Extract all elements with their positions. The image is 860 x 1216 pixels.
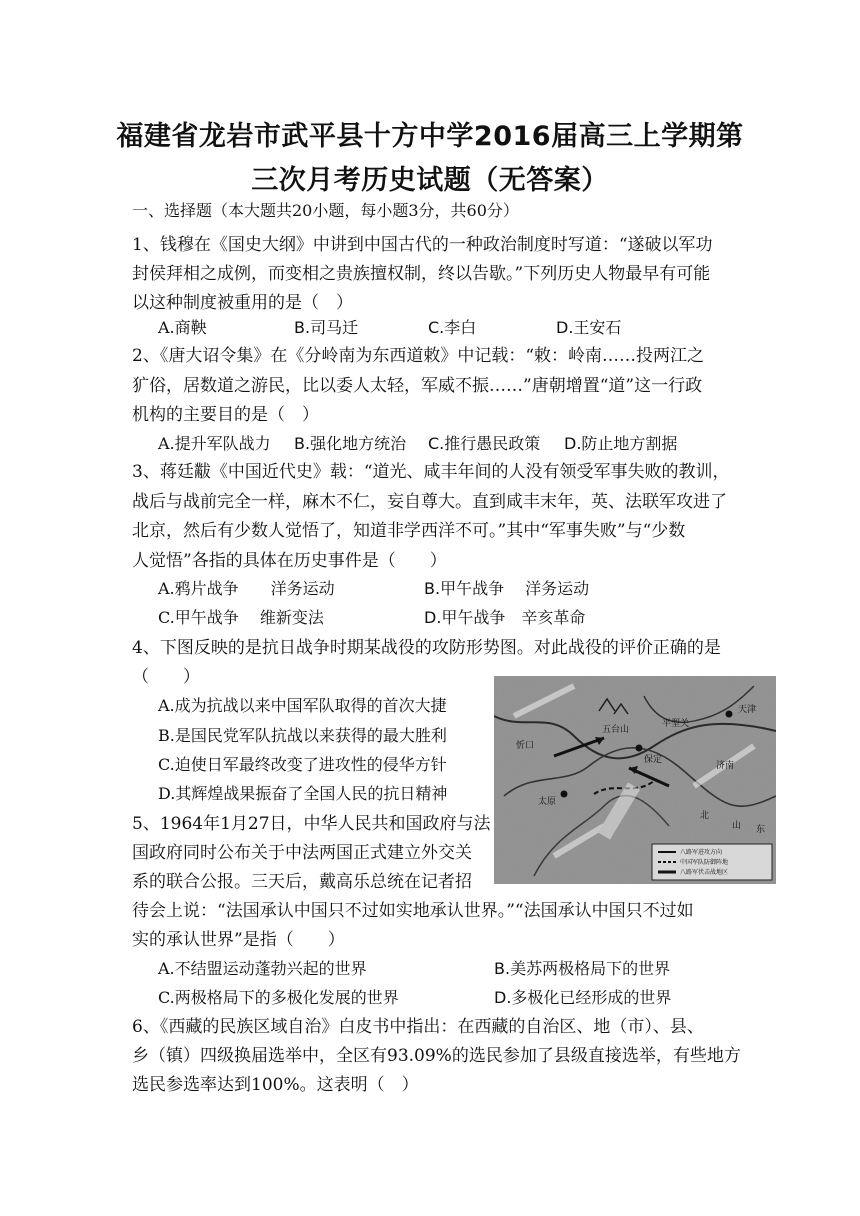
q4-option-d[interactable]: D.其辉煌战果振奋了全国人民的抗日精神 <box>158 784 448 803</box>
q5-line-4: 待会上说：“法国承认中国只不过如实地承认世界。”“法国承认中国只不过如 <box>132 901 694 921</box>
map-label: 忻口 <box>516 741 535 751</box>
legend-label: 中国军队防御阵地 <box>680 859 729 866</box>
q4-option-b[interactable]: B.是国民党军队抗战以来获得的最大胜利 <box>158 726 447 745</box>
map-label: 保定 <box>644 755 663 765</box>
q3-line-4: 人觉悟”各指的具体在历史事件是（ ） <box>132 551 447 571</box>
q4-line-2: （ ） <box>132 667 200 687</box>
map-label: 北 <box>700 811 710 821</box>
map-label: 五台山 <box>602 725 630 735</box>
q1-line-1: 1、钱穆在《国史大纲》中讲到中国古代的一种政治制度时写道：“遂破以军功 <box>132 235 713 255</box>
q3-option-a[interactable]: A.鸦片战争 洋务运动 <box>158 579 335 598</box>
q5-line-2: 国政府同时公布关于中法两国正式建立外交关 <box>132 843 472 863</box>
q5-line-5: 实的承认世界”是指（ ） <box>132 930 345 950</box>
q5-line-1: 5、1964年1月27日，中华人民共和国政府与法 <box>132 814 491 834</box>
q2-option-a[interactable]: A.提升军队战力 <box>158 434 271 453</box>
q3-option-b[interactable]: B.甲午战争 洋务运动 <box>424 579 590 598</box>
q2-line-2: 犷俗，居数道之游民，比以委人太轻，军威不振……”唐朝增置“道”这一行政 <box>132 376 703 396</box>
q2-line-3: 机构的主要目的是（ ） <box>132 405 319 425</box>
q2-option-b[interactable]: B.强化地方统治 <box>294 434 407 453</box>
q1-option-d[interactable]: D.王安石 <box>556 318 622 337</box>
map-label: 太原 <box>538 797 557 807</box>
map-label: 平型关 <box>662 719 690 729</box>
q5-option-d[interactable]: D.多极化已经形成的世界 <box>494 988 672 1007</box>
q6-line-3: 选民参选率达到100%。这表明（ ） <box>132 1075 419 1095</box>
q5-option-a[interactable]: A.不结盟运动蓬勃兴起的世界 <box>158 959 367 978</box>
q1-option-a[interactable]: A.商鞅 <box>158 318 207 337</box>
map-label: 东 <box>756 825 766 835</box>
q3-option-d[interactable]: D.甲午战争 辛亥革命 <box>424 608 586 627</box>
q4-option-a[interactable]: A.成为抗战以来中国军队取得的首次大捷 <box>158 696 447 715</box>
q5-option-b[interactable]: B.美苏两极格局下的世界 <box>494 959 671 978</box>
q2-line-1: 2、《唐大诏令集》在《分岭南为东西道敕》中记载：“敕：岭南……投两江之 <box>132 346 705 366</box>
legend-label: 八路军进攻方向 <box>680 849 723 856</box>
legend-label: 八路军伏击战地区 <box>680 869 729 876</box>
map-label: 天津 <box>738 705 757 715</box>
q1-line-2: 封侯拜相之成例，而变相之贵族擅权制，终以告歇。”下列历史人物最早有可能 <box>132 264 711 284</box>
q6-line-2: 乡（镇）四级换届选举中，全区有93.09%的选民参加了县级直接选举，有些地方 <box>132 1046 741 1066</box>
q5-line-3: 系的联合公报。三天后，戴高乐总统在记者招 <box>132 872 472 892</box>
page-title-line-2: 三次月考历史试题（无答案） <box>251 165 609 196</box>
section-heading: 一、选择题（本大题共20小题，每小题3分，共60分） <box>132 201 519 220</box>
page-title-line-1: 福建省龙岩市武平县十方中学2016届高三上学期第 <box>116 121 744 152</box>
q1-option-c[interactable]: C.李白 <box>428 318 477 337</box>
q2-option-d[interactable]: D.防止地方割据 <box>564 434 678 453</box>
q5-option-c[interactable]: C.两极格局下的多极化发展的世界 <box>158 988 399 1007</box>
q3-line-3: 北京，然后有少数人觉悟了，知道非学西洋不可。”其中“军事失败”与“少数 <box>132 521 686 541</box>
q2-option-c[interactable]: C.推行愚民政策 <box>428 434 541 453</box>
q3-line-1: 3、蒋廷黻《中国近代史》载：“道光、咸丰年间的人没有领受军事失败的教训， <box>132 462 730 482</box>
map-label: 山 <box>732 821 742 831</box>
q3-line-2: 战后与战前完全一样，麻木不仁，妄自尊大。直到咸丰末年，英、法联军攻进了 <box>132 492 727 512</box>
q3-option-c[interactable]: C.甲午战争 维新变法 <box>158 608 324 627</box>
q1-line-3: 以这种制度被重用的是（ ） <box>132 293 353 313</box>
q4-line-1: 4、下图反映的是抗日战争时期某战役的攻防形势图。对此战役的评价正确的是 <box>132 638 721 658</box>
city-marker <box>636 745 643 752</box>
map-label: 济南 <box>716 761 735 771</box>
q4-option-c[interactable]: C.迫使日军最终改变了进攻性的侵华方针 <box>158 755 447 774</box>
city-marker <box>561 791 568 798</box>
battle-map-figure <box>494 676 776 884</box>
q1-option-b[interactable]: B.司马迁 <box>294 318 359 337</box>
city-marker <box>726 711 733 718</box>
q6-line-1: 6、《西藏的民族区域自治》白皮书中指出：在西藏的自治区、地（市）、县、 <box>132 1017 704 1037</box>
